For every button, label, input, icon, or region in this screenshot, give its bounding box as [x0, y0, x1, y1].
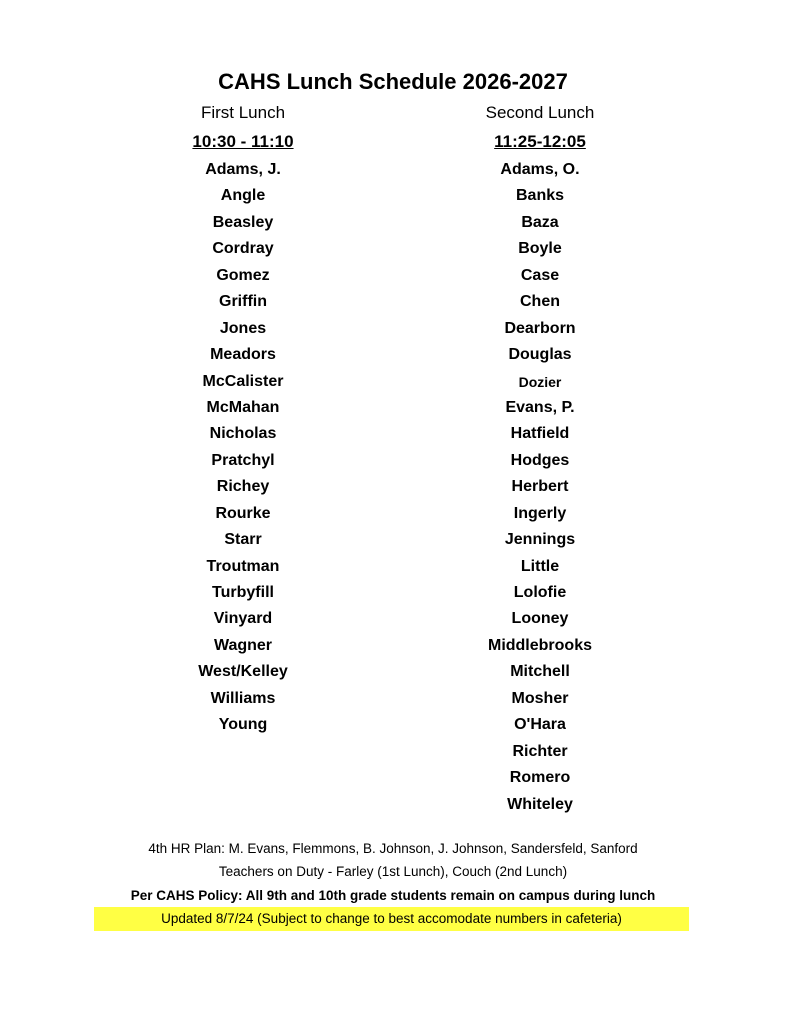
list-item: Vinyard: [213, 610, 273, 628]
list-item: Young: [218, 716, 268, 734]
list-item: Troutman: [206, 557, 280, 575]
list-item: Romero: [509, 769, 571, 787]
first-lunch-time: 10:30 - 11:10: [192, 132, 294, 151]
list-item: Douglas: [508, 346, 572, 364]
list-item: Hatfield: [510, 425, 570, 443]
list-item: Adams, J.: [205, 161, 281, 178]
list-item: West/Kelley: [198, 663, 288, 681]
list-item: Richter: [512, 742, 568, 760]
list-item: Pratchyl: [211, 451, 275, 469]
second-lunch-heading: Second Lunch: [485, 103, 595, 122]
list-item: Case: [520, 266, 560, 284]
first-lunch-heading: First Lunch: [200, 103, 286, 122]
list-item: Herbert: [511, 478, 569, 496]
list-item: Whiteley: [507, 795, 573, 813]
duty-note: Teachers on Duty - Farley (1st Lunch), Couch (2nd Lunch): [218, 864, 568, 879]
list-item: Starr: [224, 531, 262, 549]
list-item: Cordray: [212, 240, 274, 258]
list-item: Gomez: [216, 266, 270, 284]
list-item: Wagner: [213, 636, 273, 654]
page-title: CAHS Lunch Schedule 2026-2027: [218, 69, 568, 94]
list-item: Nicholas: [209, 425, 277, 443]
second-lunch-time: 11:25-12:05: [494, 132, 586, 151]
list-item: McMahan: [206, 398, 280, 416]
list-item: Chen: [520, 293, 560, 311]
list-item: Williams: [210, 689, 276, 707]
list-item: Beasley: [212, 213, 274, 231]
list-item: Baza: [521, 213, 559, 231]
first-lunch-name-list: [93, 157, 393, 739]
list-item: O'Hara: [514, 716, 566, 734]
list-item: Rourke: [215, 504, 271, 522]
list-item: Middlebrooks: [487, 636, 592, 654]
list-item: Richey: [216, 478, 270, 496]
policy-note: Per CAHS Policy: All 9th and 10th grade students remain on campus during lunch: [130, 888, 656, 903]
list-item: Dozier: [518, 373, 562, 390]
second-lunch-name-list: [390, 157, 690, 818]
list-item: Dearborn: [504, 319, 576, 337]
hr-plan-note: 4th HR Plan: M. Evans, Flemmons, B. Johnson, J. Johnson, Sandersfeld, Sanford: [148, 841, 638, 856]
list-item: Little: [520, 557, 560, 575]
list-item: Jones: [219, 319, 267, 337]
list-item: Angle: [220, 187, 266, 205]
list-item: McCalister: [202, 372, 284, 390]
list-item: Boyle: [518, 240, 562, 258]
list-item: Evans, P.: [505, 398, 575, 416]
list-item: Mitchell: [510, 663, 570, 681]
updated-note: Updated 8/7/24 (Subject to change to best accomodate numbers in cafeteria): [94, 907, 689, 931]
list-item: Looney: [511, 610, 569, 628]
list-item: Ingerly: [513, 504, 567, 522]
list-item: Turbyfill: [212, 584, 274, 601]
list-item: Mosher: [511, 689, 569, 707]
list-item: Lolofie: [513, 584, 567, 601]
list-item: Meadors: [210, 346, 276, 364]
list-item: Griffin: [219, 293, 267, 311]
list-item: Banks: [515, 187, 565, 205]
list-item: Jennings: [504, 531, 576, 549]
list-item: Hodges: [510, 451, 570, 469]
list-item: Adams, O.: [500, 161, 580, 178]
